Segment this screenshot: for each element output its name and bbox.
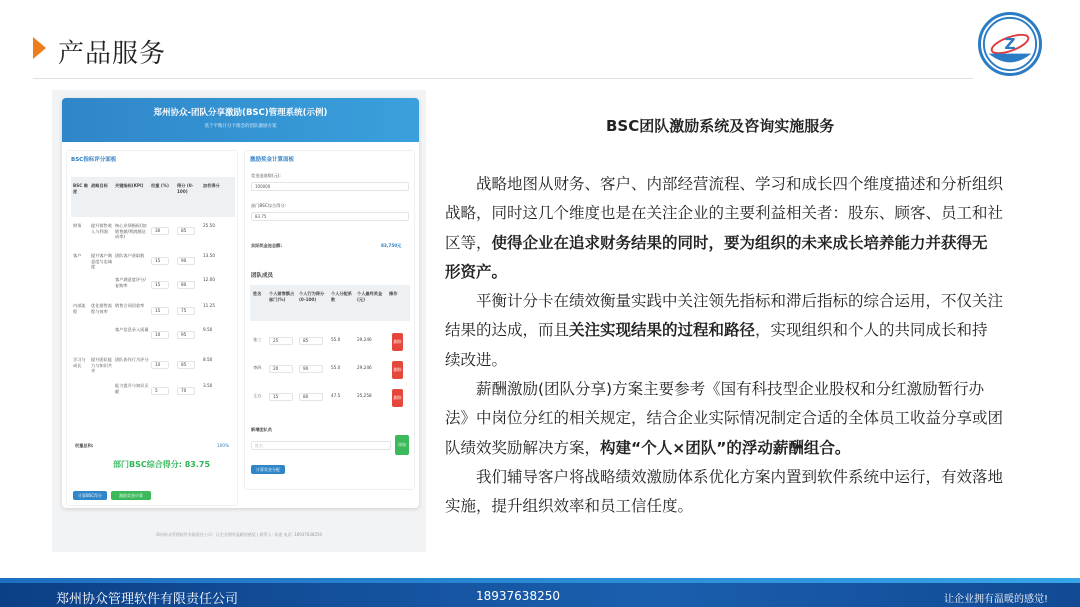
bsc-cell-score[interactable]: 75 bbox=[177, 307, 195, 315]
bsc-cell-weight[interactable]: 10 bbox=[151, 361, 169, 369]
company-logo-icon bbox=[978, 12, 1042, 76]
member-cell-bonus: 29,246 bbox=[357, 337, 372, 342]
bsc-col-header: 得分 (0-100) bbox=[177, 183, 194, 194]
bsc-cell-kpi: 客户满意度评分/复购率 bbox=[115, 277, 146, 288]
bsc-cell-kpi: 核心业绩指标(如:销售额/利润额达成率) bbox=[115, 223, 148, 239]
bsc-panel-title: BSC指标评分面板 bbox=[71, 157, 117, 163]
bsc-col-header: BSC 维度 bbox=[73, 183, 88, 194]
member-cell-coef: 47.5 bbox=[331, 393, 341, 398]
svg-text:Z: Z bbox=[1004, 34, 1016, 53]
weight-total-label: 权重总和: bbox=[75, 443, 94, 448]
paragraph-1 bbox=[445, 170, 1003, 287]
paragraph-4: 我们辅导客户将战略绩效激励体系优化方案内置到软件系统中运行，有效落地实施，提升组织效率和员工信任度。 bbox=[445, 467, 1004, 516]
delete-member-button[interactable]: 删除 bbox=[392, 389, 403, 407]
bsc-cell-weighted: 12.00 bbox=[203, 277, 215, 282]
app-header bbox=[62, 98, 419, 142]
p2-bold: 关注实现结果的过程和路径 bbox=[569, 321, 756, 340]
p2-text-b: ，实现组织和个人的共同成长和持续改进。 bbox=[445, 321, 988, 369]
bsc-cell-weight[interactable]: 15 bbox=[151, 257, 169, 265]
bsc-cell-kpi: 销售合同回款率 bbox=[115, 303, 145, 308]
member-col-header: 个人行为得分(0-100) bbox=[299, 291, 325, 302]
bsc-col-header: 权重 (%) bbox=[151, 183, 169, 188]
bsc-cell-dimension: 学习与成长 bbox=[73, 357, 86, 368]
member-cell-name: 王五 bbox=[253, 393, 262, 398]
member-cell-bonus: 29,246 bbox=[357, 365, 372, 370]
section-heading: BSC团队激励系统及咨询实施服务 bbox=[606, 117, 835, 135]
add-member-button[interactable]: 添加 bbox=[395, 435, 409, 455]
reward-calc-button[interactable]: 激励奖金计算 bbox=[111, 491, 151, 500]
bsc-cell-kpi: 团队客户获取数 bbox=[115, 253, 145, 258]
dept-score-label: 部门BSC综合得分: bbox=[251, 203, 286, 208]
page-title: 产品服务 bbox=[58, 39, 167, 69]
bsc-cell-kpi: 客户信息录入质量 bbox=[115, 327, 149, 332]
software-screenshot bbox=[52, 90, 426, 552]
member-col-header: 个人最终奖金(元) bbox=[357, 291, 383, 302]
bsc-col-header: 关键指标(KPI) bbox=[115, 183, 144, 188]
bsc-cell-score[interactable]: 85 bbox=[177, 361, 195, 369]
bsc-cell-weight[interactable]: 15 bbox=[151, 281, 169, 289]
paragraph-3 bbox=[445, 375, 1003, 463]
bsc-cell-weight[interactable]: 10 bbox=[151, 331, 169, 339]
footer-company: 郑州协众管理软件有限责任公司 bbox=[56, 592, 239, 607]
member-cell-name: 张三 bbox=[253, 337, 262, 342]
member-col-header: 个人分配系数 bbox=[331, 291, 352, 302]
bsc-cell-score[interactable]: 90 bbox=[177, 257, 195, 265]
member-cell-behavior[interactable]: 80 bbox=[299, 393, 323, 401]
bsc-cell-kpi: 能力提升与知识贡献 bbox=[115, 383, 149, 394]
bsc-cell-goal: 提升客户满意度与忠诚度 bbox=[91, 253, 112, 269]
bsc-cell-dimension: 内部流程 bbox=[73, 303, 86, 314]
actual-pool-label: 实际奖金池总额: bbox=[251, 243, 282, 248]
footer-phone: 18937638250 bbox=[476, 589, 560, 603]
bsc-cell-weight[interactable]: 15 bbox=[151, 307, 169, 315]
bsc-cell-goal: 优化销售流程与效率 bbox=[91, 303, 112, 314]
member-cell-behavior[interactable]: 85 bbox=[299, 337, 323, 345]
delete-member-button[interactable]: 删除 bbox=[392, 333, 403, 351]
p1-text: 战略地图从财务、客户、内部经营流程、学习和成长四个维度描述和分析组织战略，同时这几个维度也是在关注企业的主要利益相关者：股东、顾客、员工和社区等， bbox=[445, 175, 1004, 252]
bsc-cell-score[interactable]: 70 bbox=[177, 387, 195, 395]
bsc-cell-weight[interactable]: 5 bbox=[151, 387, 169, 395]
paragraph-2 bbox=[445, 287, 1003, 375]
bsc-col-header: 加权得分 bbox=[203, 183, 220, 188]
bsc-cell-weight[interactable]: 30 bbox=[151, 227, 169, 235]
bsc-cell-weighted: 9.50 bbox=[203, 327, 213, 332]
bsc-cell-weighted: 13.50 bbox=[203, 253, 215, 258]
member-cell-behavior[interactable]: 90 bbox=[299, 365, 323, 373]
member-cell-bonus: 25,258 bbox=[357, 393, 372, 398]
bsc-app-window bbox=[62, 98, 419, 508]
member-cell-share[interactable]: 15 bbox=[269, 393, 293, 401]
pool-input[interactable]: 100000 bbox=[251, 182, 409, 191]
weight-total-value: 100% bbox=[217, 443, 229, 448]
bsc-col-header: 战略目标 bbox=[91, 183, 108, 188]
bsc-cell-dimension: 财务 bbox=[73, 223, 82, 228]
bonus-calc-panel bbox=[244, 150, 415, 490]
p2-text-a: 平衡计分卡在绩效衡量实践中关注领先指标和滞后指标的综合运用，不仅关注结果的达成，而且 bbox=[445, 292, 1004, 340]
app-title: 郑州协众-团队分享激励(BSC)管理系统(示例) bbox=[153, 108, 328, 118]
add-member-input[interactable]: 姓名 bbox=[251, 441, 391, 450]
app-subtitle: 基于平衡计分卡理念的团队激励方案 bbox=[204, 124, 277, 129]
dept-bsc-score: 部门BSC综合得分: 83.75 bbox=[113, 460, 211, 469]
bsc-cell-goal: 提升团队能力与知识共享 bbox=[91, 357, 112, 373]
p1-bold: 使得企业在追求财务结果的同时，要为组织的未来成长培养能力并获得无形资产。 bbox=[445, 233, 988, 281]
bsc-cell-score[interactable]: 85 bbox=[177, 227, 195, 235]
footer-slogan: 让企业拥有温暖的感觉! bbox=[944, 594, 1049, 605]
bsc-cell-dimension: 客户 bbox=[73, 253, 82, 258]
bsc-cell-weighted: 11.25 bbox=[203, 303, 215, 308]
bsc-cell-kpi: 团队协作行为评分 bbox=[115, 357, 149, 362]
bonus-panel-title: 激励奖金计算面板 bbox=[250, 157, 295, 163]
app-footer-note: 郑州协众管理软件有限责任公司 · 让企业拥有温暖的感觉 | 联系人: 朱建 电话: 18937638250 bbox=[155, 532, 323, 537]
p3-bold: 构建“个人×团队”的浮动薪酬组合。 bbox=[600, 438, 851, 457]
actual-pool-value: 83,750元 bbox=[381, 243, 402, 248]
p3-text: 薪酬激励(团队分享)方案主要参考《国有科技型企业股权和分红激励暂行办法》中岗位分红的相关规定，结合企业实际情况制定合适的全体员工收益分享或团队绩效奖励解决方案， bbox=[445, 380, 1004, 457]
bsc-cell-weighted: 8.50 bbox=[203, 357, 213, 362]
bsc-cell-weighted: 3.50 bbox=[203, 383, 213, 388]
members-title: 团队成员 bbox=[251, 273, 274, 279]
calc-bsc-button[interactable]: 计算BSC得分 bbox=[73, 491, 107, 500]
bsc-cell-score[interactable]: 80 bbox=[177, 281, 195, 289]
body-text bbox=[445, 170, 1003, 522]
member-col-header: 个人销售额占部门(%) bbox=[269, 291, 295, 302]
bsc-cell-weighted: 25.50 bbox=[203, 223, 215, 228]
member-cell-share[interactable]: 20 bbox=[269, 365, 293, 373]
title-divider bbox=[33, 78, 973, 79]
bsc-score-panel bbox=[66, 150, 238, 506]
delete-member-button[interactable]: 删除 bbox=[392, 361, 403, 379]
member-col-header: 姓名 bbox=[253, 291, 262, 296]
member-cell-coef: 55.0 bbox=[331, 337, 341, 342]
member-cell-coef: 55.0 bbox=[331, 365, 341, 370]
add-member-label: 新增团队员 bbox=[251, 427, 272, 432]
title-arrow-icon bbox=[33, 37, 46, 59]
bsc-cell-goal: 提升销售收入与利润 bbox=[91, 223, 112, 234]
pool-label: 奖金池基数(元): bbox=[251, 173, 281, 178]
calc-bonus-button[interactable]: 计算奖金分配 bbox=[251, 465, 285, 474]
member-cell-share[interactable]: 25 bbox=[269, 337, 293, 345]
member-col-header: 操作 bbox=[389, 291, 398, 296]
member-cell-name: 李四 bbox=[253, 365, 262, 370]
dept-score-input[interactable]: 83.75 bbox=[251, 212, 409, 221]
bsc-cell-score[interactable]: 95 bbox=[177, 331, 195, 339]
